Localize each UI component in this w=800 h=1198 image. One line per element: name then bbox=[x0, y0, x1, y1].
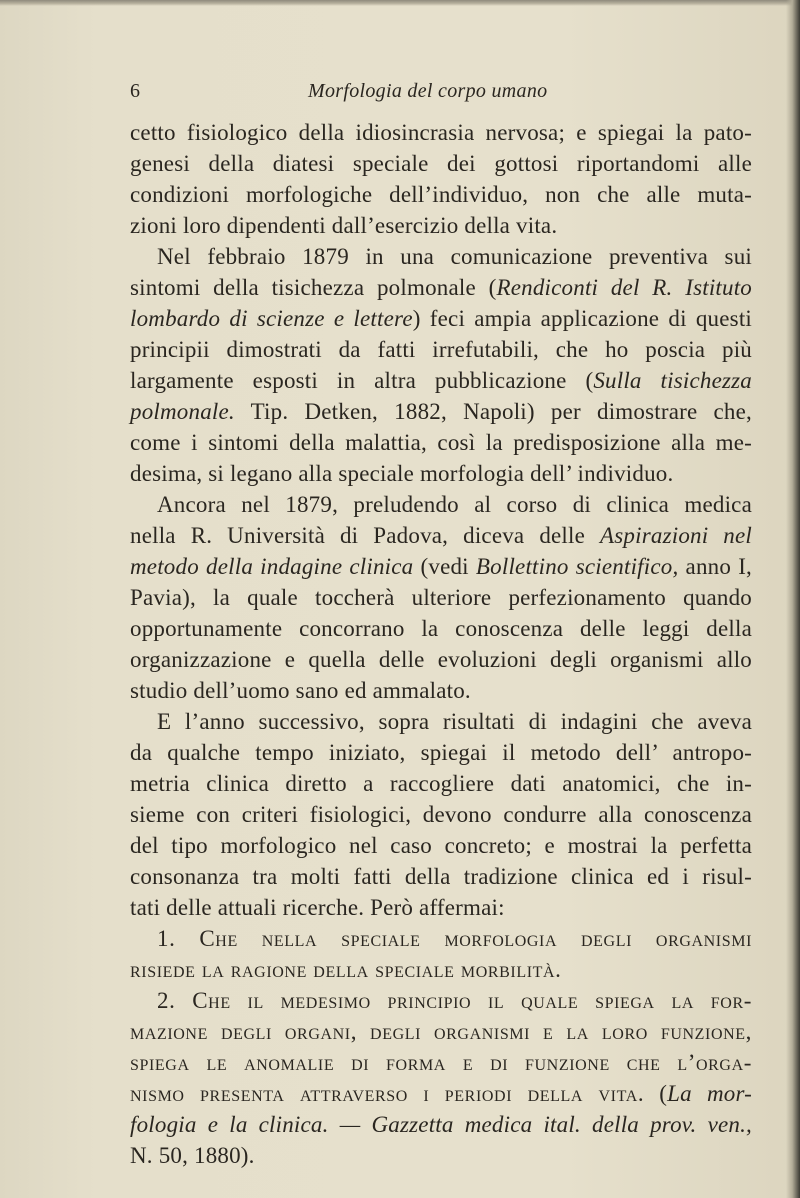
page-right-edge-shadow bbox=[786, 0, 800, 1198]
text-line bbox=[130, 272, 752, 303]
page-top-edge-shadow bbox=[0, 0, 800, 6]
text-line: da qualche tempo iniziato, spiegai il metodo dell’ antropo- bbox=[130, 740, 752, 765]
text-line: tati delle attuali ricerche. Però affermai: bbox=[130, 895, 505, 920]
body-text bbox=[130, 117, 752, 1171]
citation-italic: Bollettino scientifico, bbox=[475, 554, 679, 579]
text-line: opportunamente concorrano la conoscenza delle leggi della bbox=[130, 616, 752, 641]
text-line bbox=[130, 1078, 752, 1109]
proposition-2-span: nismo presenta attraverso i periodi della vita. bbox=[130, 1081, 645, 1106]
citation-italic: La mor- bbox=[667, 1081, 753, 1106]
text-line: organizzazione e quella delle evoluzioni degli organismi allo bbox=[130, 647, 752, 672]
proposition-2-line: mazione degli organi, degli organismi e la loro funzione, bbox=[130, 1019, 752, 1044]
text-span: ) feci ampia applicazione di questi bbox=[412, 306, 752, 331]
citation-italic: Aspirazioni nel bbox=[600, 523, 752, 548]
proposition-2-line: 2. Che il medesimo principio il quale spiega la for- bbox=[157, 988, 752, 1013]
proposition-1-line: risiede la ragione della speciale morbilità. bbox=[130, 957, 562, 982]
text-line: Pavia), la quale toccherà ulteriore perfezionamento quando bbox=[130, 585, 752, 610]
text-line: del tipo morfologico nel caso concreto; e mostrai la perfetta bbox=[130, 833, 752, 858]
text-line: cetto fisiologico della idiosincrasia nervosa; e spiegai la pato- bbox=[130, 120, 752, 145]
citation-italic: polmonale. bbox=[130, 399, 235, 424]
text-span: (vedi bbox=[413, 554, 476, 579]
text-line: consonanza tra molti fatti della tradizione clinica ed i risul- bbox=[130, 864, 752, 889]
citation-italic: lombardo di scienze e lettere bbox=[130, 306, 413, 331]
text-line: come i sintomi della malattia, così la predisposizione alla me- bbox=[130, 430, 752, 455]
text-line: sieme con criteri fisiologici, devono condurre alla conoscenza bbox=[130, 802, 752, 827]
citation-italic: Rendiconti del R. Istituto bbox=[496, 275, 753, 300]
text-line: N. 50, 1880). bbox=[130, 1143, 255, 1168]
text-line bbox=[130, 365, 752, 396]
citation-italic: Sulla tisichezza bbox=[593, 368, 753, 393]
running-title: Morfologia del corpo umano bbox=[308, 80, 548, 102]
text-line: principii dimostrati da fatti irrefutabili, che ho poscia più bbox=[130, 337, 752, 362]
text-span: nella R. Università di Padova, diceva delle bbox=[130, 523, 601, 548]
text-span: Tip. Detken, 1882, Napoli) per dimostrare che, bbox=[234, 399, 752, 424]
citation-italic: metodo della indagine clinica bbox=[130, 554, 414, 579]
text-line bbox=[130, 551, 752, 582]
text-line: E l’anno successivo, sopra risultati di indagini che aveva bbox=[157, 709, 752, 734]
proposition-1-line: 1. Che nella speciale morfologia degli organismi bbox=[157, 926, 752, 951]
text-line bbox=[130, 520, 752, 551]
text-span: anno I, bbox=[678, 554, 752, 579]
text-line: studio dell’uomo sano ed ammalato. bbox=[130, 678, 471, 703]
text-line bbox=[130, 303, 752, 334]
page-header bbox=[130, 80, 752, 110]
text-line: Nel febbraio 1879 in una comunicazione preventiva sui bbox=[157, 244, 752, 269]
citation-line: fologia e la clinica. — Gazzetta medica ital. della prov. ven., bbox=[130, 1112, 752, 1137]
text-line bbox=[130, 396, 752, 427]
text-span: largamente esposti in altra pubblicazione ( bbox=[130, 368, 594, 393]
page-number: 6 bbox=[130, 80, 140, 102]
text-line: metria clinica diretto a raccogliere dati anatomici, che in- bbox=[130, 771, 752, 796]
proposition-2-line: spiega le anomalie di forma e di funzione che l’orga- bbox=[130, 1050, 752, 1075]
text-line: genesi della diatesi speciale dei gottosi riportandomi alle bbox=[130, 151, 752, 176]
text-span: sintomi della tisichezza polmonale ( bbox=[130, 275, 497, 300]
text-line: condizioni morfologiche dell’individuo, non che alle muta- bbox=[130, 182, 752, 207]
text-line: desima, si legano alla speciale morfologia dell’ individuo. bbox=[130, 461, 674, 486]
text-line: zioni loro dipendenti dall’esercizio della vita. bbox=[130, 213, 558, 238]
text-line: Ancora nel 1879, preludendo al corso di clinica medica bbox=[157, 492, 752, 517]
text-span: ( bbox=[644, 1081, 668, 1106]
